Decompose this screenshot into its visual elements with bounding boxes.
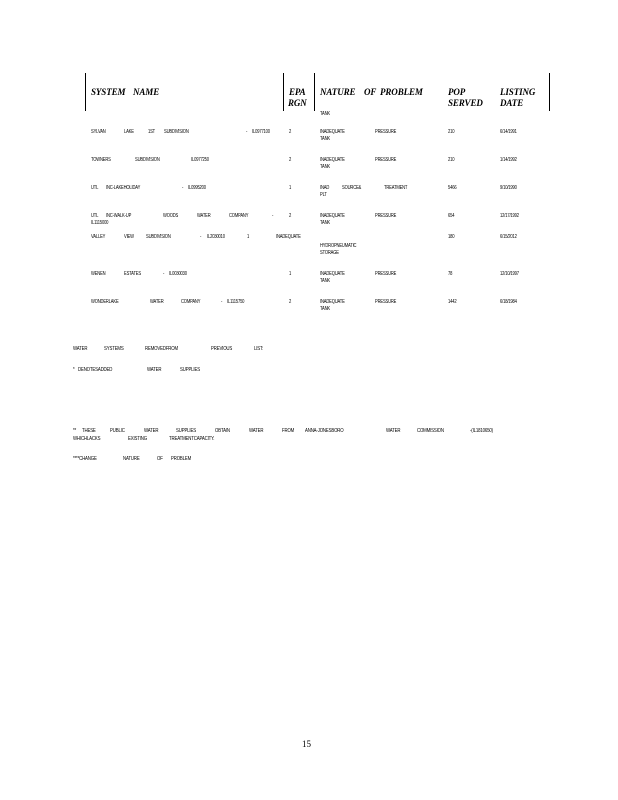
header-listing: LISTING xyxy=(500,87,536,97)
system-id: IL1115000 xyxy=(91,220,109,226)
problem: TANK xyxy=(320,278,330,284)
note-word: EXISTING xyxy=(128,436,147,442)
note-word: NATURE xyxy=(123,456,140,462)
system-name: UTL xyxy=(91,213,99,219)
system-name: INC-WALK-UP xyxy=(106,213,132,219)
table-rule-left xyxy=(85,73,86,111)
problem: PRESSURE xyxy=(375,157,397,163)
system-name: INC-LAKEHOLIDAY xyxy=(106,185,141,191)
note-word: THESE xyxy=(82,428,96,434)
system-name: LAKE xyxy=(124,129,134,135)
population: 1442 xyxy=(448,299,457,305)
note-word: LIST: xyxy=(254,346,264,352)
header-epa: EPA xyxy=(289,87,306,97)
epa-region: 2 xyxy=(289,213,292,219)
system-name: - xyxy=(200,234,202,240)
note-word: WATER xyxy=(144,428,159,434)
note-word: OBTAIN xyxy=(215,428,230,434)
note-word: SUPPLIES xyxy=(180,367,200,373)
system-name: SUBDIVISION xyxy=(164,129,189,135)
listing-date: 9/10/1990 xyxy=(500,185,517,191)
note-word: * xyxy=(73,367,75,373)
note-word: DENOTESADDED xyxy=(78,367,113,373)
problem: STORAGE xyxy=(320,250,339,256)
note-word: COMMISSION xyxy=(417,428,444,434)
population: 654 xyxy=(448,213,455,219)
note-word: WATER xyxy=(73,346,88,352)
table-rule-nature xyxy=(314,73,315,111)
table-rule-epa xyxy=(283,73,284,111)
system-name: WENEN xyxy=(91,271,106,277)
listing-date: 12/10/1997 xyxy=(500,271,519,277)
system-id: IL2030010 xyxy=(207,234,225,240)
problem: TANK xyxy=(320,136,330,142)
population: 210 xyxy=(448,157,455,163)
problem: INADEQUATE xyxy=(320,213,345,219)
problem: HYDROPNEUMATIC xyxy=(320,243,357,249)
system-name: - xyxy=(246,129,248,135)
header-name: NAME xyxy=(133,87,160,97)
system-name: ESTATES xyxy=(124,271,141,277)
problem: INADEQUATE xyxy=(320,271,345,277)
system-id: IL0977100 xyxy=(252,129,270,135)
note-word: -(IL1810650) xyxy=(470,428,493,434)
system-id: IL0030030 xyxy=(169,271,187,277)
population: 78 xyxy=(448,271,453,277)
note-word: ****CHANGE xyxy=(73,456,97,462)
population: 5466 xyxy=(448,185,457,191)
system-name: UTL xyxy=(91,185,99,191)
listing-date: 6/14/1991 xyxy=(500,129,517,135)
header-of: OF xyxy=(364,87,377,97)
epa-region: 1 xyxy=(247,234,250,240)
system-name: WATER xyxy=(150,299,164,305)
note-word: ANNA-JONESBORO xyxy=(305,428,344,434)
system-name: - xyxy=(221,299,223,305)
problem: PLT xyxy=(320,192,327,198)
note-word: OF xyxy=(157,456,163,462)
problem: PRESSURE xyxy=(375,299,397,305)
listing-date: 6/18/1984 xyxy=(500,299,517,305)
problem: PRESSURE xyxy=(375,271,397,277)
system-name: SUBDIVISION xyxy=(135,157,160,163)
system-name: VIEW xyxy=(124,234,134,240)
carry-over-problem: TANK xyxy=(320,111,330,117)
system-name: SUBDIVISION xyxy=(146,234,171,240)
system-name: 1ST xyxy=(148,129,156,135)
table-rule-right xyxy=(549,73,550,111)
system-name: TOWNERS xyxy=(91,157,111,163)
problem: INAD xyxy=(320,185,330,191)
problem: INADEQUATE xyxy=(320,129,345,135)
system-name: - xyxy=(163,271,165,277)
header-rgn: RGN xyxy=(288,98,307,108)
header-system: SYSTEM xyxy=(91,87,126,97)
problem: PRESSURE xyxy=(375,213,397,219)
problem: SOURCE& xyxy=(342,185,362,191)
epa-region: 2 xyxy=(289,157,292,163)
note-word: REMOVEDFROM xyxy=(145,346,178,352)
page-number: 15 xyxy=(302,739,311,749)
note-word: WATER xyxy=(249,428,264,434)
note-word: PUBLIC xyxy=(110,428,125,434)
problem: INADEQUATE xyxy=(320,299,345,305)
system-name: - xyxy=(182,185,184,191)
problem: PRESSURE xyxy=(375,129,397,135)
problem: TANK xyxy=(320,164,330,170)
system-name: VALLEY xyxy=(91,234,106,240)
problem: TANK xyxy=(320,306,330,312)
header-date: DATE xyxy=(500,98,524,108)
note-word: ** xyxy=(73,428,77,434)
header-problem: PROBLEM xyxy=(380,87,423,97)
epa-region: 2 xyxy=(289,299,292,305)
listing-date: 1/14/1992 xyxy=(500,157,517,163)
note-word: WATER xyxy=(386,428,401,434)
population: 210 xyxy=(448,129,455,135)
system-name: WOODS xyxy=(163,213,179,219)
problem: INADEQUATE xyxy=(276,234,301,240)
note-word: SYSTEMS xyxy=(104,346,124,352)
epa-region: 1 xyxy=(289,185,292,191)
problem: INADEQUATE xyxy=(320,157,345,163)
population: 180 xyxy=(448,234,455,240)
note-word: PROBLEM xyxy=(171,456,192,462)
problem: TREATMENT xyxy=(384,185,408,191)
header-served: SERVED xyxy=(448,98,483,108)
epa-region: 1 xyxy=(289,271,292,277)
system-name: WONDERLAKE xyxy=(91,299,119,305)
system-id: IL0995200 xyxy=(188,185,206,191)
system-id: IL0977250 xyxy=(191,157,209,163)
system-name: WATER xyxy=(197,213,211,219)
header-nature: NATURE xyxy=(320,87,356,97)
listing-date: 12/17/1992 xyxy=(500,213,519,219)
header-pop: POP xyxy=(448,87,466,97)
system-name: - xyxy=(272,213,274,219)
system-name: COMPANY xyxy=(181,299,201,305)
note-word: TREATMENTCAPACITY. xyxy=(169,436,215,442)
listing-date: 6/15/2012 xyxy=(500,234,517,240)
system-name: SYLVAN xyxy=(91,129,106,135)
note-word: FROM xyxy=(282,428,295,434)
note-word: WATER xyxy=(147,367,162,373)
system-name: COMPANY xyxy=(229,213,249,219)
note-word: WHICHLACKS xyxy=(73,436,101,442)
system-id: IL1115750 xyxy=(227,299,245,305)
note-word: PREVIOUS xyxy=(211,346,233,352)
epa-region: 2 xyxy=(289,129,292,135)
note-word: SUPPLIES xyxy=(176,428,196,434)
problem: TANK xyxy=(320,220,330,226)
